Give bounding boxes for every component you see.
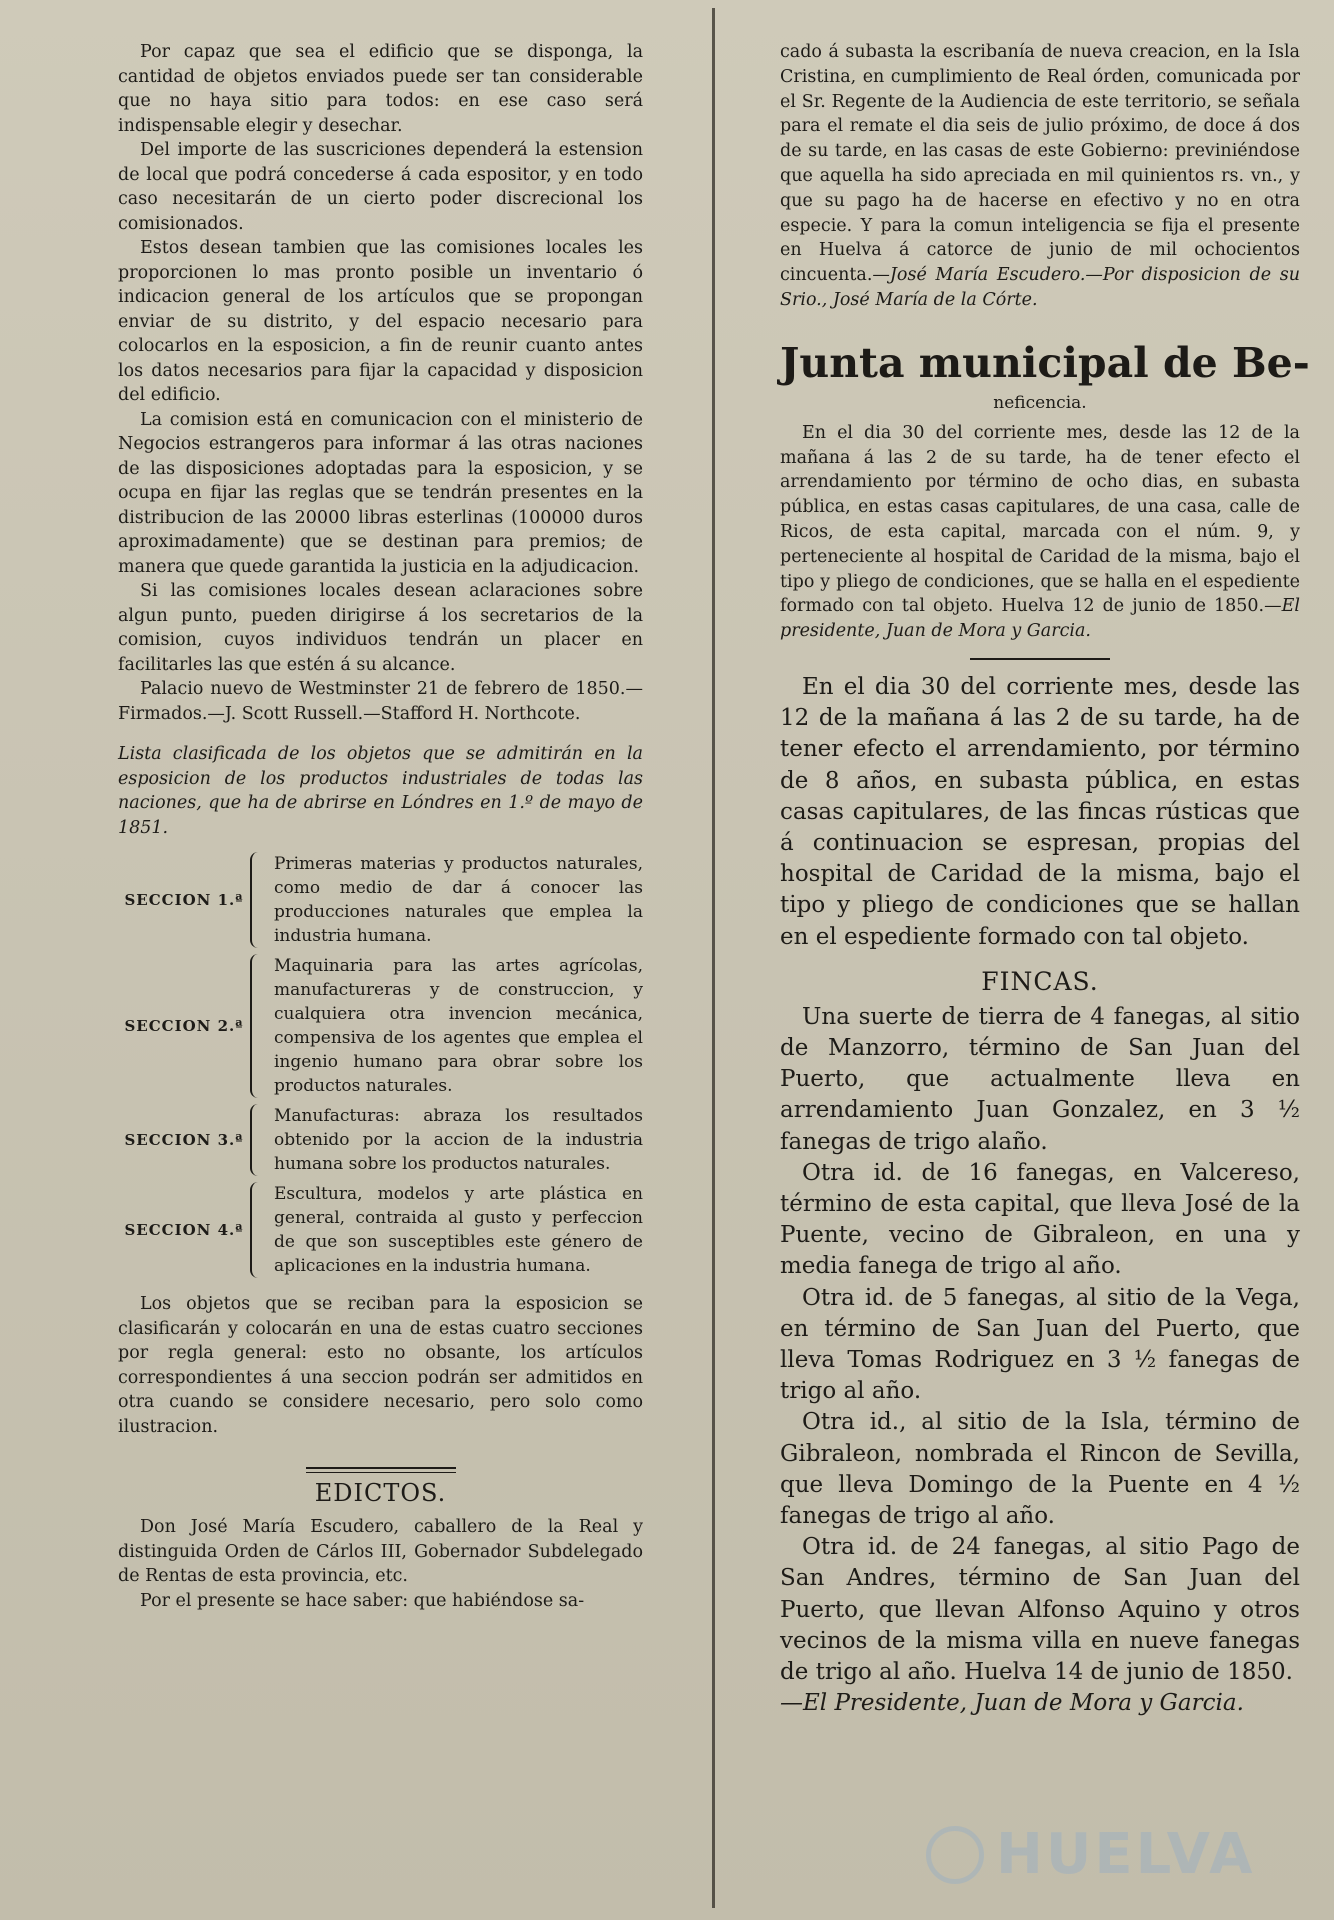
paragraph: La comision está en comunicacion con el ministerio de Negocios estrangeros para informar á las otras naciones de las disposiciones adoptadas para la esposicion, y se ocupa en fijar las reglas que se tendrán presentes en la distribucion de las 20000 libras esterlinas (100000 duros aproximadamente) que se destinan para premios; de manera que quede garantida la justicia en la adjudicacion. — [118, 409, 643, 577]
section-desc: Primeras materias y productos naturales, como medio de dar á conocer las producciones naturales que emplea la industria humana. — [274, 854, 643, 946]
paragraph — [780, 40, 1300, 313]
section-item — [118, 852, 643, 948]
fincas-heading: FINCAS. — [981, 966, 1099, 996]
junta-notice — [780, 421, 1300, 644]
paragraph: Don José María Escudero, caballero de la Real y distinguida Orden de Cárlos III, Gobernador Subdelegado de Rentas de esta provincia, etc. — [118, 1517, 643, 1586]
paragraph: Si las comisiones locales desean aclaraciones sobre algun punto, pueden dirigirse á los secretarios de la comision, cuyos individuos tendrán un placer en facilitarles las que estén á su alcance. — [118, 581, 643, 675]
section-label: SECCION 2.ª — [124, 1017, 244, 1035]
paragraph: Por el presente se hace saber: que habiéndose sa- — [140, 1590, 585, 1611]
signature-line — [780, 1688, 1300, 1719]
paragraph: Palacio nuevo de Westminster 21 de febrero de 1850.—Firmados.—J. Scott Russell.—Stafford H. Northcote. — [118, 679, 643, 724]
junta-subtitle: neficencia. — [993, 392, 1087, 413]
section-desc: Escultura, modelos y arte plástica en general, contraida al gusto y perfeccion de que son susceptibles este género de aplicaciones en la industria humana. — [274, 1184, 643, 1276]
paragraph: Estos desean tambien que las comisiones locales les proporcionen lo mas pronto posible un inventario ó indicacion general de los artículos que se propongan enviar de su distrito, y del espacio necesario para colocarlos en la esposicion, a fin de reunir cuanto antes los datos necesarios para fijar la capacidad y disposicion del edificio. — [118, 238, 643, 405]
section-item — [118, 954, 643, 1098]
watermark-icon — [926, 1826, 984, 1884]
paragraph — [780, 421, 1300, 644]
finca-item: Otra id. de 5 fanegas, al sitio de la Vega, en término de San Juan del Puerto, que lleva Tomas Rodriguez en 3 ½ fanegas de trigo al año. — [780, 1284, 1300, 1405]
edictos-heading: EDICTOS. — [314, 1479, 447, 1507]
brace — [250, 1182, 262, 1278]
paragraph: En el dia 30 del corriente mes, desde las 12 de la mañana á las 2 de su tarde, ha de tener efecto el arrendamiento, por término de 8 años, en subasta pública, en estas casas capitulares, de las fincas rústicas que á continuacion se espresan, propias del hospital de Caridad de la misma, bajo el tipo y pliego de condiciones que se hallan en el espediente formado con tal objeto. — [780, 673, 1300, 950]
paragraph: Por capaz que sea el edificio que se disponga, la cantidad de objetos enviados puede ser tan considerable que no haya sitio para todos: en ese caso será indispensable elegir y desechar. — [118, 42, 643, 136]
section-item — [118, 1182, 643, 1278]
finca-item: Otra id., al sitio de la Isla, término de Gibraleon, nombrada el Rincon de Sevilla, que lleva Domingo de la Puente en 4 ½ fanegas de trigo al año. — [780, 1409, 1300, 1530]
finca-item: Otra id. de 24 fanegas, al sitio Pago de San Andres, término de San Juan del Puerto, que llevan Alfonso Aquino y otros vecinos de la misma villa en nueve fanegas de trigo al año. Huelva 14 de junio de 1850. — [780, 1534, 1300, 1686]
finca-item: Una suerte de tierra de 4 fanegas, al sitio de Manzorro, término de San Juan del Puerto, que actualmente lleva en arrendamiento Juan Gonzalez, en 3 ½ fanegas de trigo alaño. — [780, 1003, 1300, 1155]
edicto-continuation — [780, 40, 1300, 313]
section-desc: Manufacturas: abraza los resultados obtenido por la accion de la industria humana sobre los productos naturales. — [274, 1106, 643, 1174]
paragraph: Los objetos que se reciban para la esposicion se clasificarán y colocarán en una de estas cuatro secciones por regla general: esto no obsante, los artículos correspondientes á una seccion podrán ser admitidos en otra cuando se considere necesario, pero solo como ilustracion. — [118, 1294, 643, 1437]
finca-item: Otra id. de 16 fanegas, en Valcereso, término de esta capital, que lleva José de la Puente, vecino de Gibraleon, en una y media fanega de trigo al año. — [780, 1159, 1300, 1280]
sections-list — [118, 852, 643, 1278]
signature: —El presidente, Juan de Mora y Garcia. — [780, 596, 1300, 642]
paragraph: Del importe de las suscriciones dependerá la estension de local que podrá concederse á cada espositor, y en todo caso necesitarán de un cierto poder discrecional los comisionados. — [118, 140, 643, 234]
separator — [970, 658, 1110, 660]
fincas-notice — [780, 672, 1300, 1720]
section-label: SECCION 1.ª — [124, 891, 244, 909]
brace — [250, 1104, 262, 1176]
list-title: Lista clasificada de los objetos que se admitirán en la esposicion de los productos industriales de todas las naciones, que ha de abrirse en Lóndres en 1.º de mayo de 1851. — [118, 744, 643, 838]
section-label: SECCION 3.ª — [124, 1131, 244, 1149]
signature: —El Presidente, Juan de Mora y Garcia. — [780, 1690, 1244, 1717]
junta-title: Junta municipal de Be- — [780, 338, 1310, 387]
left-column — [118, 40, 643, 1613]
section-rule — [306, 1467, 456, 1473]
section-label: SECCION 4.ª — [124, 1221, 244, 1239]
column-divider — [712, 8, 715, 1908]
paragraph-text: cado á subasta la escribanía de nueva creacion, en la Isla Cristina, en cumplimiento de Real órden, comunicada por el Sr. Regente de la Audiencia de este territorio, se señala para el remate el dia seis de julio próximo, de doce á dos de su tarde, en las casas de este Gobierno: previniéndose que aquella ha sido apreciada en mil quinientos rs. vn., y que su pago ha de hacerse en efectivo y no en otra especie. Y para la comun inteligencia se fija el presente en Huelva á catorce de junio de mil ochocientos cincuenta. — [780, 42, 1300, 286]
edicto — [118, 1515, 643, 1613]
brace — [250, 954, 262, 1098]
signature: —José María Escudero.—Por disposicion de su Srio., José María de la Córte. — [780, 265, 1300, 310]
right-column — [780, 40, 1310, 1719]
section-desc: Maquinaria para las artes agrícolas, manufactureras y de construccion, y cualquiera otra invencion mecánica, compensiva de los agentes que emplea el ingenio humano para obrar sobre los productos naturales. — [274, 956, 643, 1096]
paragraph-text: En el dia 30 del corriente mes, desde las 12 de la mañana á las 2 de su tarde, ha de tener efecto el arrendamiento por término de ocho dias, en subasta pública, en estas casas capitulares, de una casa, calle de Ricos, de esta capital, marcada con el núm. 9, y perteneciente al hospital de Caridad de la misma, bajo el tipo y pliego de condiciones, que se halla en el espediente formado con tal objeto. Huelva 12 de junio de 1850. — [780, 422, 1300, 617]
section-item — [118, 1104, 643, 1176]
watermark: HUELVA — [996, 1822, 1256, 1887]
brace — [250, 852, 262, 948]
